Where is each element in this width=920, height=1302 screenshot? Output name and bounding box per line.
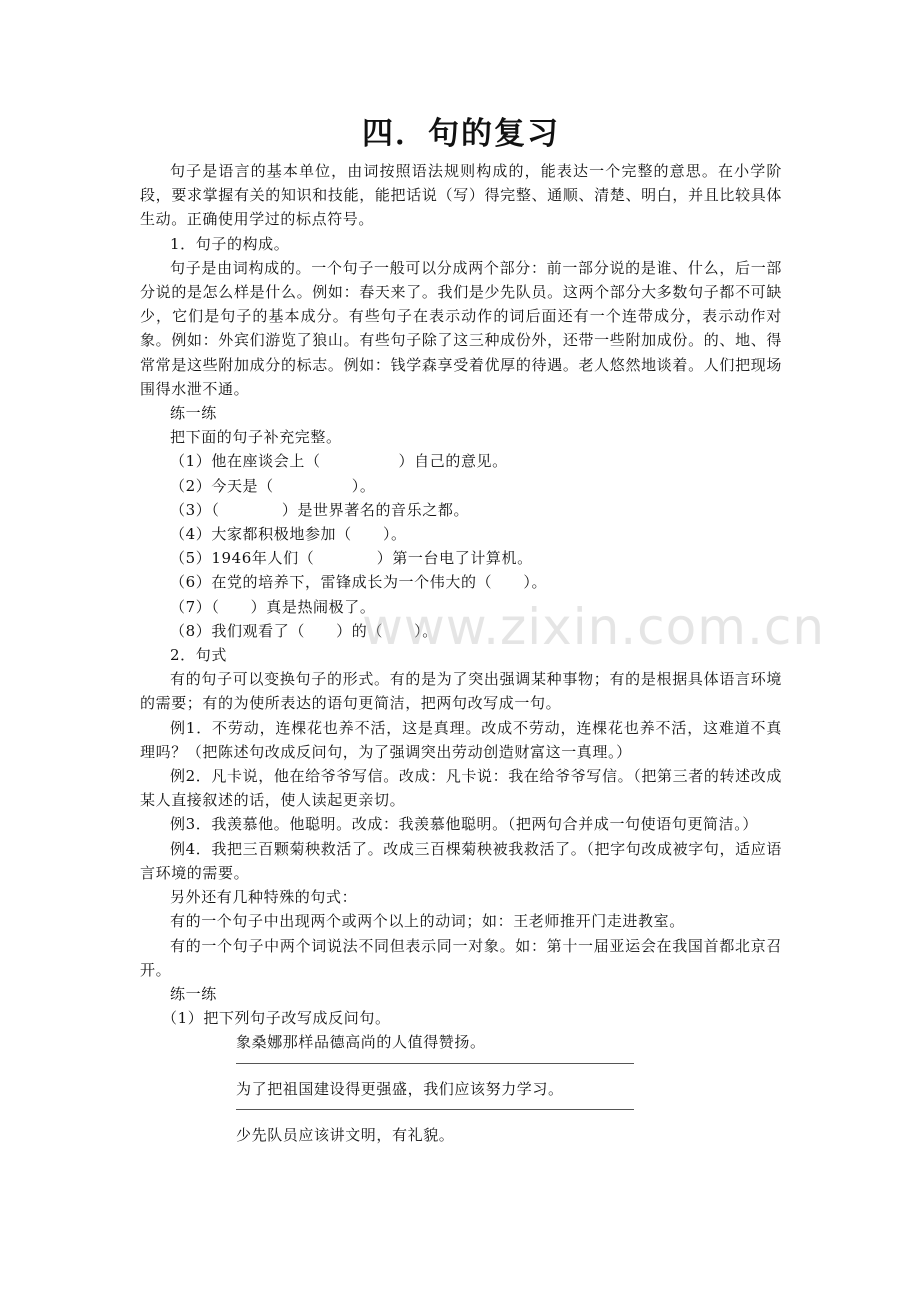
rewrite-sentence: 象桑娜那样品德高尚的人值得赞扬。 bbox=[236, 1033, 486, 1052]
practice1-item: （1）他在座谈会上（ ）自己的意见。 bbox=[170, 452, 508, 471]
section1-heading: 1．句子的构成。 bbox=[170, 234, 290, 253]
document-page bbox=[140, 112, 782, 1147]
special-paragraph: 有的一个句子中两个词说法不同但表示同一对象。如：第十一届亚运会在我国首都北京召开。 bbox=[140, 936, 782, 979]
practice2-heading: 练一练 bbox=[170, 984, 217, 1003]
special-paragraph: 有的一个句子中出现两个或两个以上的动词；如：王老师推开门走进教室。 bbox=[170, 912, 685, 931]
intro-paragraph: 句子是语言的基本单位，由词按照语法规则构成的，能表达一个完整的意思。在小学阶段，要求掌握有关的知识和技能，能把话说（写）得完整、通顺、清楚、明白，并且比较具体生动。正确使用学过的标点符号。 bbox=[140, 162, 782, 229]
section1-body: 句子是由词构成的。一个句子一般可以分成两个部分：前一部分说的是谁、什么，后一部分说的是怎么样是什么。例如：春天来了。我们是少先队员。这两个部分大多数句子都不可缺少，它们是句子的基本成分。有些句子在表示动作的词后面还有一个连带成分，表示动作对象。例如：外宾们游览了狼山。有些句子除了这三种成份外，还带一些附加成份。的、地、得常常是这些附加成分的标志。例如：钱学森享受着优厚的待遇。老人悠然地谈着。人们把现场围得水泄不通。 bbox=[140, 258, 782, 398]
example-paragraph: 例1．不劳动，连棵花也养不活，这是真理。改成不劳动，连棵花也养不活，这难道不真理吗？（把陈述句改成反问句，为了强调突出劳动创造财富这一真理。） bbox=[140, 718, 782, 761]
rewrite-sentence: 为了把祖国建设得更强盛，我们应该努力学习。 bbox=[236, 1079, 564, 1098]
practice1-instruction: 把下面的句子补充完整。 bbox=[170, 428, 342, 447]
practice2-task: （1）把下列句子改写成反问句。 bbox=[162, 1009, 391, 1028]
example-paragraph: 例3．我羡慕他。他聪明。改成：我羡慕他聪明。（把两句合并成一句使语句更简洁。） bbox=[170, 815, 758, 834]
rewrite-sentence: 少先队员应该讲文明，有礼貌。 bbox=[236, 1125, 455, 1144]
practice1-item: （3）（ ）是世界著名的音乐之都。 bbox=[170, 500, 470, 519]
answer-line[interactable] bbox=[236, 1063, 634, 1064]
page-title: 四．句的复习 bbox=[362, 116, 560, 152]
practice1-item: （6）在党的培养下，雷锋成长为一个伟大的（ ）。 bbox=[170, 573, 548, 592]
practice1-item: （5）1946年人们（ ）第一台电了计算机。 bbox=[170, 549, 533, 568]
practice1-item: （8）我们观看了（ ）的（ ）。 bbox=[170, 621, 438, 640]
answer-line[interactable] bbox=[236, 1109, 634, 1110]
practice1-heading: 练一练 bbox=[170, 404, 217, 423]
example-paragraph: 例2．凡卡说，他在给爷爷写信。改成：凡卡说：我在给爷爷写信。（把第三者的转述改成某人直接叙述的话，使人读起更亲切。 bbox=[140, 767, 782, 810]
practice1-item: （4）大家都积极地参加（ ）。 bbox=[170, 525, 407, 544]
example-paragraph: 例4．我把三百颗菊秧救活了。改成三百棵菊秧被我救活了。（把字句改成被字句，适应语言环境的需要。 bbox=[140, 839, 782, 882]
section2-heading: 2．句式 bbox=[170, 646, 227, 665]
special-intro: 另外还有几种特殊的句式： bbox=[170, 888, 358, 907]
practice1-item: （2）今天是（ ）。 bbox=[170, 476, 376, 495]
watermark: www.zixin.com.cn bbox=[362, 598, 826, 656]
practice1-item: （7）（ ）真是热闹极了。 bbox=[170, 597, 376, 616]
section2-body: 有的句子可以变换句子的形式。有的是为了突出强调某种事物；有的是根据具体语言环境的需要；有的为使所表达的语句更简洁，把两句改写成一句。 bbox=[140, 670, 782, 713]
